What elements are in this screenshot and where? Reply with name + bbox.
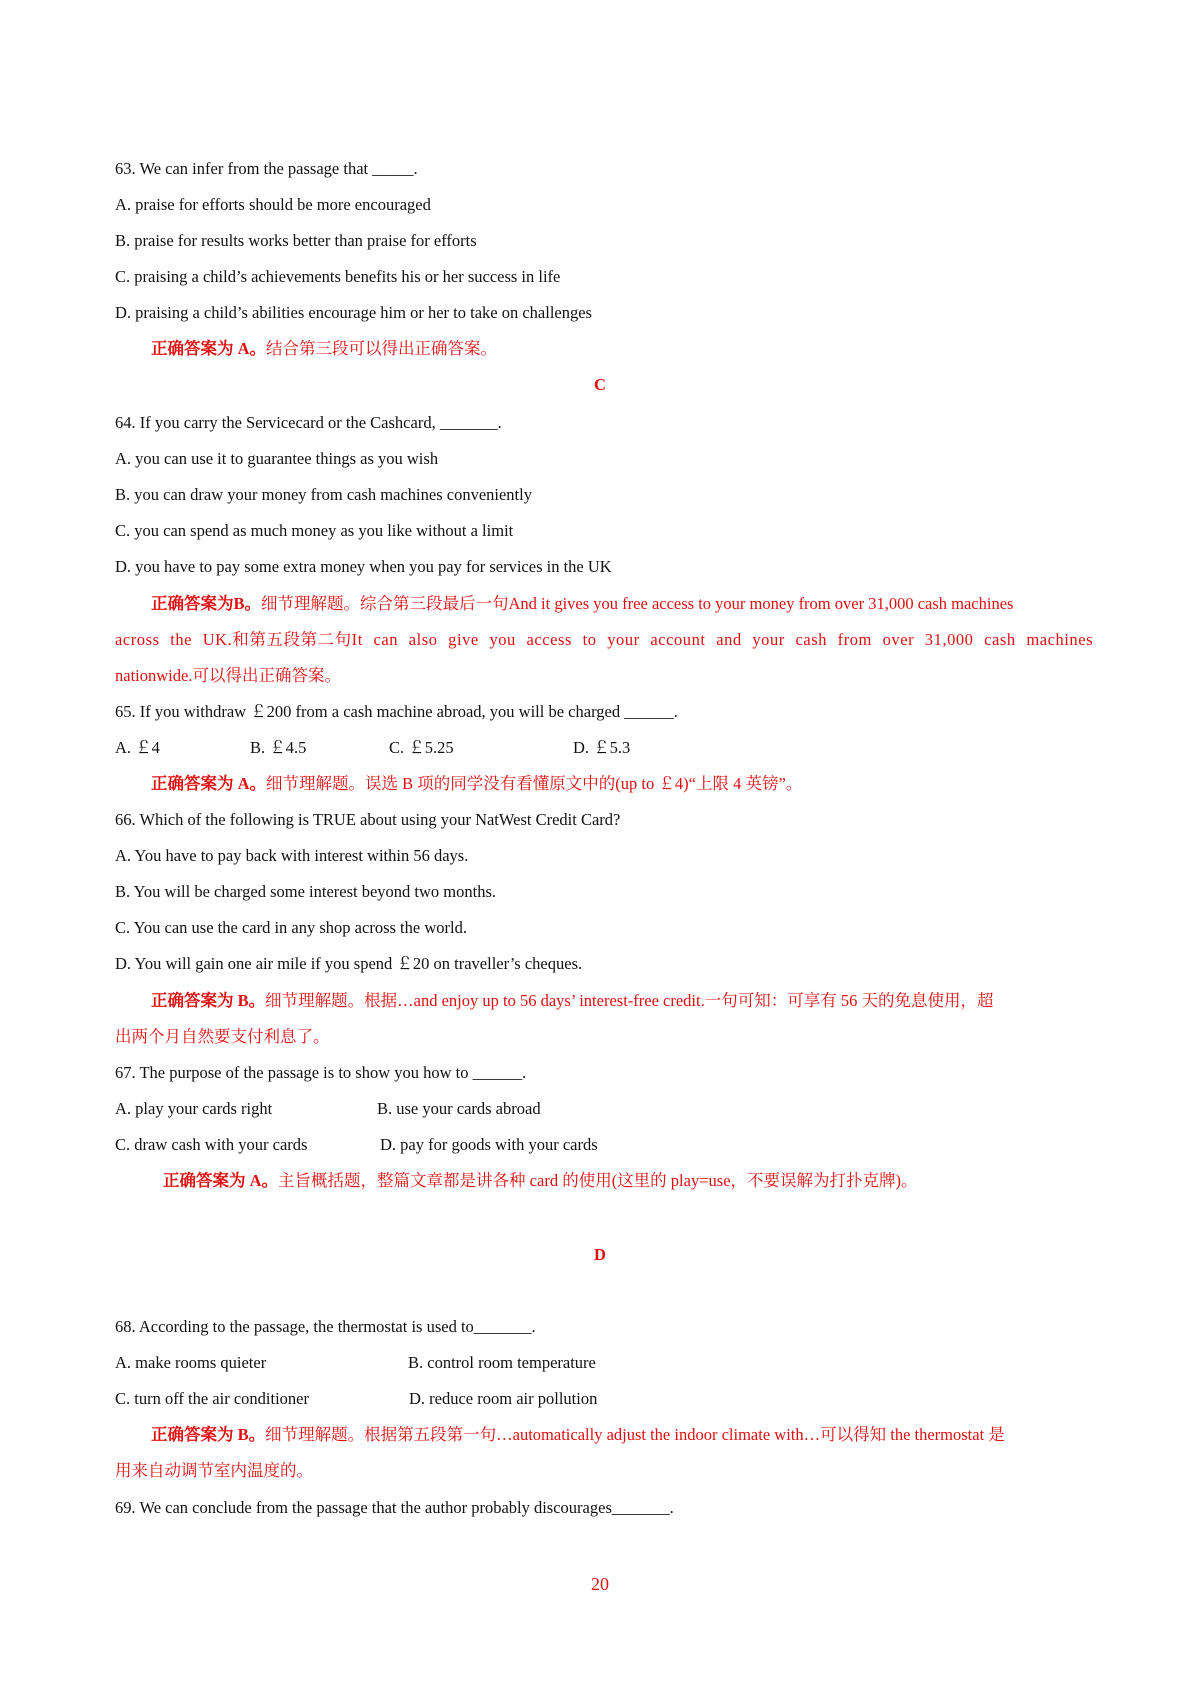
question-65-option-b: B. ￡4.5 bbox=[250, 738, 307, 757]
question-63-option-a: A. praise for efforts should be more encouraged bbox=[115, 195, 431, 214]
question-65-answer bbox=[151, 773, 1126, 795]
question-65-stem: 65. If you withdraw ￡200 from a cash machine abroad, you will be charged ______. bbox=[115, 702, 678, 721]
question-64-option-a: A. you can use it to guarantee things as you wish bbox=[115, 449, 439, 468]
question-68-stem: 68. According to the passage, the thermostat is used to_______. bbox=[115, 1317, 536, 1336]
question-67-stem: 67. The purpose of the passage is to show you how to ______. bbox=[115, 1063, 527, 1082]
answer-label: 正确答案为 B。 bbox=[151, 991, 266, 1010]
question-67-option-d: D. pay for goods with your cards bbox=[380, 1135, 598, 1154]
question-64-stem: 64. If you carry the Servicecard or the Cashcard, _______. bbox=[115, 413, 502, 432]
question-68-option-c: C. turn off the air conditioner bbox=[115, 1389, 309, 1408]
question-63-option-b: B. praise for results works better than praise for efforts bbox=[115, 231, 477, 250]
question-67-option-c: C. draw cash with your cards bbox=[115, 1135, 308, 1154]
answer-explanation: 细节理解题。综合第三段最后一句And it gives you free access to your money from over 31,000 cash machines bbox=[261, 594, 1014, 613]
answer-label: 正确答案为 B。 bbox=[151, 1425, 266, 1444]
question-67-option-b: B. use your cards abroad bbox=[377, 1099, 541, 1118]
question-66-option-d: D. You will gain one air mile if you spend ￡20 on traveller’s cheques. bbox=[115, 954, 583, 973]
question-63-option-d: D. praising a child’s abilities encourage him or her to take on challenges bbox=[115, 303, 592, 322]
page-number: 20 bbox=[591, 1574, 609, 1594]
question-68-answer-line-1 bbox=[151, 1424, 1126, 1446]
question-66-stem: 66. Which of the following is TRUE about using your NatWest Credit Card? bbox=[115, 810, 621, 829]
question-64-option-c: C. you can spend as much money as you like without a limit bbox=[115, 521, 514, 540]
answer-label: 正确答案为 A。 bbox=[151, 774, 267, 793]
question-65-option-d: D. ￡5.3 bbox=[573, 738, 631, 757]
question-68-option-d: D. reduce room air pollution bbox=[409, 1389, 598, 1408]
question-64-answer-line-1 bbox=[151, 593, 1090, 615]
question-64-answer-line-2: across the UK.和第五段第二句It can also give you access to your account and your cash from over 31,000 cash machines bbox=[115, 630, 1094, 649]
question-67-option-a: A. play your cards right bbox=[115, 1099, 273, 1118]
question-64-option-d: D. you have to pay some extra money when you pay for services in the UK bbox=[115, 557, 612, 576]
question-68-answer-line-2: 用来自动调节室内温度的。 bbox=[115, 1461, 313, 1480]
question-66-option-b: B. You will be charged some interest beyond two months. bbox=[115, 882, 496, 901]
answer-explanation: 结合第三段可以得出正确答案。 bbox=[266, 339, 498, 358]
question-68-option-a: A. make rooms quieter bbox=[115, 1353, 267, 1372]
question-63-answer bbox=[151, 338, 1126, 360]
section-heading-d: D bbox=[594, 1245, 606, 1264]
answer-explanation: 主旨概括题，整篇文章都是讲各种 card 的使用(这里的 play=use，不要误解为打扑克牌)。 bbox=[278, 1171, 918, 1190]
answer-label: 正确答案为 A。 bbox=[151, 339, 267, 358]
question-69-stem: 69. We can conclude from the passage that the author probably discourages_______. bbox=[115, 1498, 674, 1517]
answer-explanation: 细节理解题。根据…and enjoy up to 56 days’ interest-free credit.一句可知：可享有 56 天的免息使用，超 bbox=[265, 991, 994, 1010]
question-66-option-a: A. You have to pay back with interest within 56 days. bbox=[115, 846, 469, 865]
question-66-option-c: C. You can use the card in any shop across the world. bbox=[115, 918, 467, 937]
answer-label: 正确答案为 A。 bbox=[163, 1171, 279, 1190]
answer-label: 正确答案为B。 bbox=[151, 594, 262, 613]
question-65-option-a: A. ￡4 bbox=[115, 738, 160, 757]
question-63-option-c: C. praising a child’s achievements benefits his or her success in life bbox=[115, 267, 561, 286]
answer-explanation: 细节理解题。根据第五段第一句…automatically adjust the indoor climate with…可以得知 the thermostat 是 bbox=[265, 1425, 1005, 1444]
question-68-option-b: B. control room temperature bbox=[408, 1353, 596, 1372]
question-66-answer-line-2: 出两个月自然要支付利息了。 bbox=[115, 1027, 330, 1046]
question-65-option-c: C. ￡5.25 bbox=[389, 738, 454, 757]
question-64-option-b: B. you can draw your money from cash machines conveniently bbox=[115, 485, 532, 504]
answer-explanation: 细节理解题。误选 B 项的同学没有看懂原文中的(up to ￡4)“上限 4 英镑”。 bbox=[266, 774, 803, 793]
question-64-answer-line-3: nationwide.可以得出正确答案。 bbox=[115, 666, 341, 685]
question-63-stem: 63. We can infer from the passage that _____. bbox=[115, 159, 418, 178]
question-66-answer-line-1 bbox=[151, 990, 1126, 1012]
question-67-answer bbox=[163, 1170, 1138, 1192]
section-heading-c: C bbox=[594, 375, 606, 394]
